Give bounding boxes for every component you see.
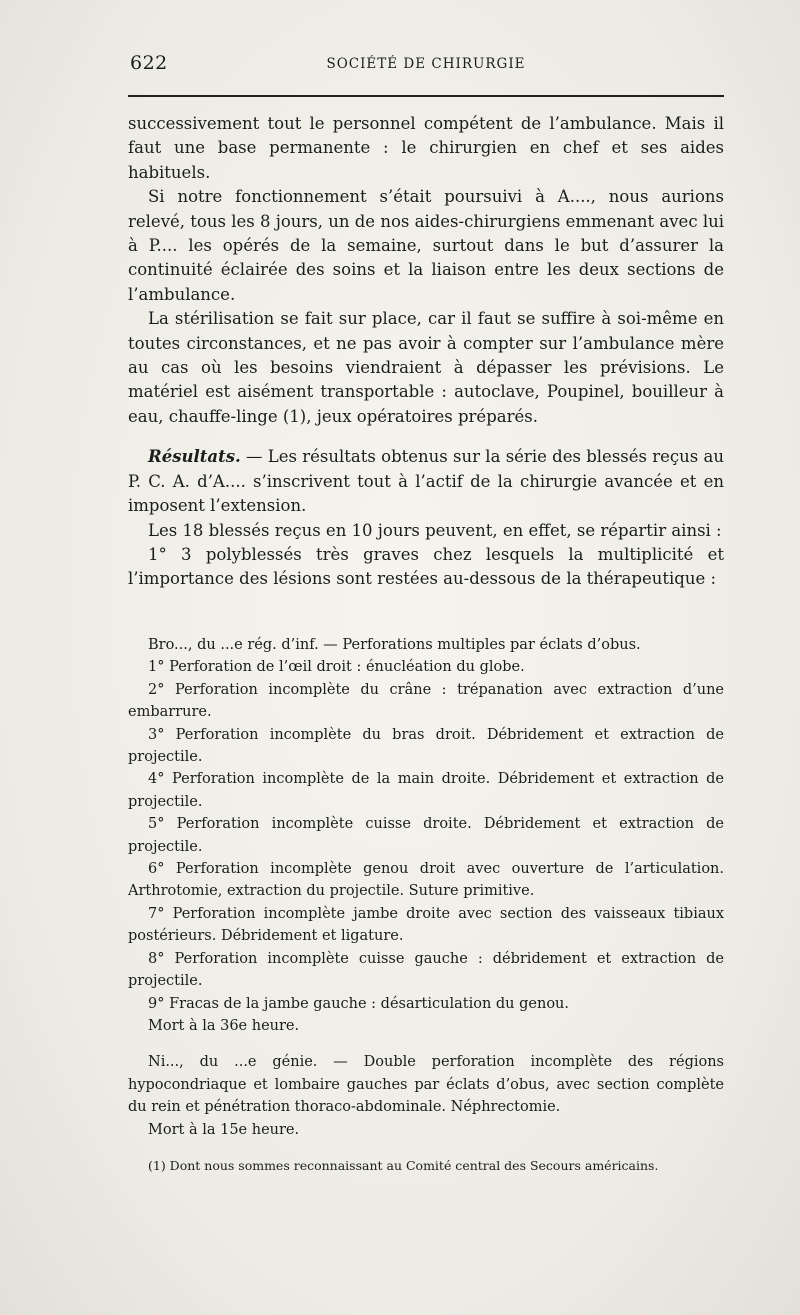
case-1-outcome: Mort à la 36e heure. [148, 1017, 300, 1034]
case-2-intro: Ni..., du ...e génie. — Double perforation incomplète des régions hypocondriaque et lombaire gauches par éclats d’obus, avec section complète du rein et pénétration thoraco-abdominale. Néphrectomie. [128, 1054, 724, 1116]
results-heading: Résultats. [148, 447, 241, 467]
paragraph-category-1: 1° 3 polyblessés très graves chez lesquels la multiplicité et l’importance des lésions sont restées au-dessous de la thérapeutique : [128, 544, 724, 589]
footnote-text: (1) Dont nous sommes reconnaissant au Comité central des Secours américains. [148, 1158, 659, 1173]
case-1-item: 7° Perforation incomplète jambe droite avec section des vaisseaux tibiaux postérieurs. Débridement et ligature. [128, 905, 724, 945]
case-reports [128, 634, 724, 1141]
main-text [128, 112, 724, 592]
page-number: 622 [130, 52, 168, 74]
case-2-outcome: Mort à la 15e heure. [148, 1121, 300, 1138]
header-rule [128, 95, 724, 97]
case-1-item: 4° Perforation incomplète de la main droite. Débridement et extraction de projectile. [128, 771, 724, 810]
paragraph-operation: Si notre fonctionnement s’était poursuivi à A...., nous aurions relevé, tous les 8 jours, un de nos aides-chirurgiens emmenant avec lui à P.... les opérés de la semaine, surtout dans le but d’assurer la continuité éclairée des soins et la liaison entre les deux sections de l’ambulance. [128, 187, 724, 304]
paragraph-continuation: successivement tout le personnel compétent de l’ambulance. Mais il faut une base permanente : le chirurgien en chef et ses aides habituels. [128, 114, 724, 182]
case-1-item: 2° Perforation incomplète du crâne : trépanation avec extraction d’une embarrure. [128, 681, 724, 721]
paragraph-results [128, 445, 724, 518]
running-head [128, 48, 724, 78]
case-1-item: 9° Fracas de la jambe gauche : désarticulation du genou. [148, 995, 570, 1012]
case-1-item: 3° Perforation incomplète du bras droit. Débridement et extraction de projectile. [128, 726, 724, 766]
case-1-item: 1° Perforation de l’œil droit : énucléation du globe. [148, 659, 525, 676]
results-text: — Les résultats obtenus sur la série des blessés reçus au P. C. A. d’A.... s’inscrivent tout à l’actif de la chirurgie avancée et en imposent l’extension. [128, 447, 724, 516]
paragraph-distribution: Les 18 blessés reçus en 10 jours peuvent, en effet, se répartir ainsi : [148, 520, 722, 540]
case-1-item: 6° Perforation incomplète genou droit avec ouverture de l’articulation. Arthrotomie, extraction du projectile. Suture primitive. [128, 861, 724, 900]
paragraph-sterilization: La stérilisation se fait sur place, car il faut se suffire à soi-même en toutes circonstances, et ne pas avoir à compter sur l’ambulance mère au cas où les besoins viendraient à dépasser les prévisions. Le matériel est aisément transportable : autoclave, Poupinel, bouilleur à eau, chauffe-linge (1), jeux opératoires préparés. [128, 309, 724, 426]
case-1-item: 5° Perforation incomplète cuisse droite. Débridement et extraction de projectile. [128, 816, 724, 855]
case-1-item: 8° Perforation incomplète cuisse gauche : débridement et extraction de projectile. [128, 950, 724, 990]
case-1-intro: Bro..., du ...e rég. d’inf. — Perforations multiples par éclats d’obus. [148, 637, 641, 653]
footnote [128, 1156, 724, 1176]
running-title: SOCIÉTÉ DE CHIRURGIE [326, 56, 526, 72]
